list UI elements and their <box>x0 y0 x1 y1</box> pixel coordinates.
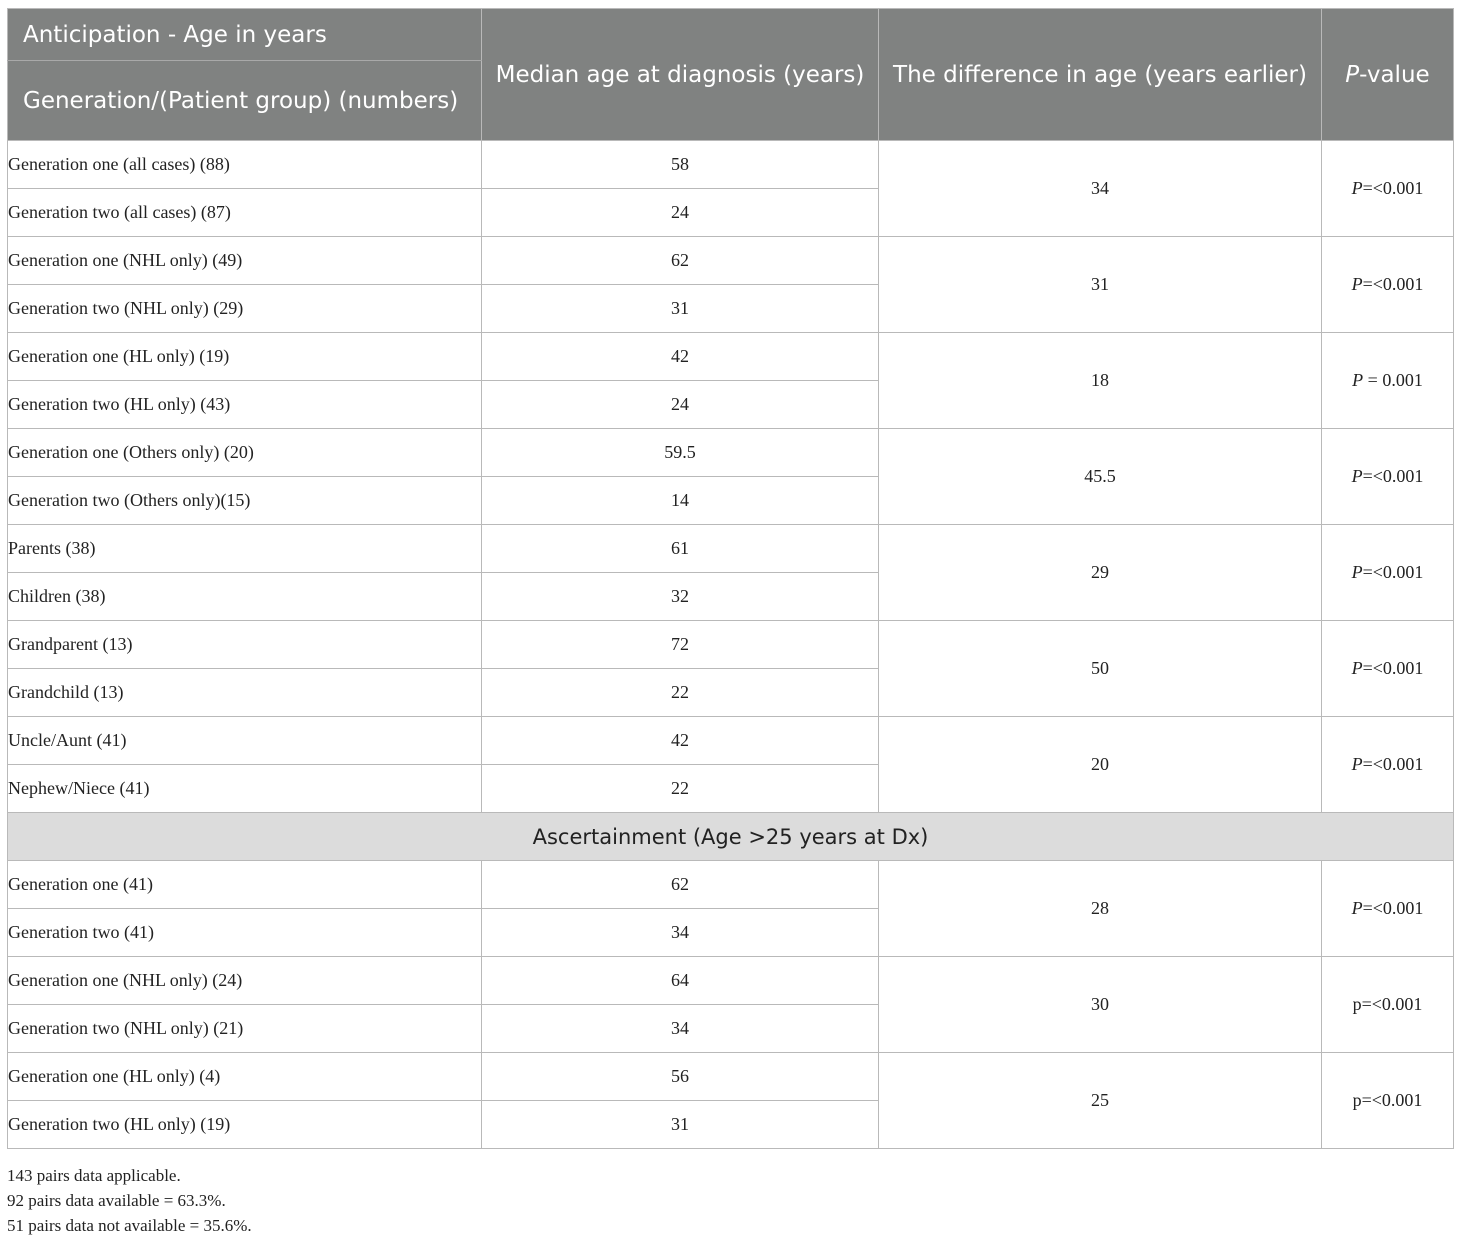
table-row <box>8 237 1454 285</box>
p-value-text: =<0.001 <box>1362 562 1424 582</box>
p-value-text: =<0.001 <box>1362 898 1424 918</box>
p-value-cell <box>1322 717 1454 813</box>
p-value-text: =<0.001 <box>1362 754 1424 774</box>
median-age-cell: 22 <box>482 669 879 717</box>
table-footnotes <box>7 1163 252 1238</box>
age-difference-cell: 30 <box>879 957 1322 1053</box>
group-label: Generation two (HL only) (19) <box>8 1101 482 1149</box>
ascertainment-body <box>8 861 1454 1149</box>
table-row <box>8 429 1454 477</box>
median-age-cell: 34 <box>482 909 879 957</box>
group-label: Generation two (NHL only) (29) <box>8 285 482 333</box>
p-value-cell <box>1322 861 1454 957</box>
group-label: Generation one (all cases) (88) <box>8 141 482 189</box>
group-label: Nephew/Niece (41) <box>8 765 482 813</box>
table-title: Anticipation - Age in years <box>8 9 482 61</box>
p-value-header <box>1322 9 1454 141</box>
age-difference-cell: 20 <box>879 717 1322 813</box>
p-value-cell <box>1322 237 1454 333</box>
p-value-text: =<0.001 <box>1362 658 1424 678</box>
table-row <box>8 621 1454 669</box>
group-label: Parents (38) <box>8 525 482 573</box>
median-age-cell: 61 <box>482 525 879 573</box>
group-label: Generation two (HL only) (43) <box>8 381 482 429</box>
median-age-cell: 58 <box>482 141 879 189</box>
median-age-cell: 62 <box>482 861 879 909</box>
median-age-cell: 22 <box>482 765 879 813</box>
group-label: Generation one (Others only) (20) <box>8 429 482 477</box>
table-row <box>8 333 1454 381</box>
median-age-cell: 62 <box>482 237 879 285</box>
median-age-cell: 31 <box>482 1101 879 1149</box>
footnote: 143 pairs data applicable. <box>7 1166 181 1185</box>
age-difference-cell: 50 <box>879 621 1322 717</box>
p-value-text: =<0.001 <box>1362 274 1424 294</box>
table-row <box>8 861 1454 909</box>
anticipation-body <box>8 141 1454 813</box>
p-value-prefix: P <box>1351 178 1363 198</box>
group-label: Generation one (HL only) (4) <box>8 1053 482 1101</box>
footnote: 92 pairs data available = 63.3%. <box>7 1191 226 1210</box>
table-row <box>8 525 1454 573</box>
age-difference-cell: 34 <box>879 141 1322 237</box>
results-table <box>7 8 1454 1149</box>
age-difference-cell: 29 <box>879 525 1322 621</box>
p-value-text: =<0.001 <box>1362 178 1424 198</box>
group-label: Generation two (Others only)(15) <box>8 477 482 525</box>
median-age-cell: 24 <box>482 189 879 237</box>
median-age-cell: 24 <box>482 381 879 429</box>
median-age-cell: 14 <box>482 477 879 525</box>
p-value-prefix: P <box>1351 466 1363 486</box>
group-label: Generation one (NHL only) (49) <box>8 237 482 285</box>
p-value-prefix: P <box>1351 754 1363 774</box>
group-label: Generation one (NHL only) (24) <box>8 957 482 1005</box>
group-column-header: Generation/(Patient group) (numbers) <box>8 61 482 141</box>
age-difference-cell: 18 <box>879 333 1322 429</box>
group-label: Grandchild (13) <box>8 669 482 717</box>
group-label: Generation one (HL only) (19) <box>8 333 482 381</box>
median-age-cell: 34 <box>482 1005 879 1053</box>
median-age-cell: 72 <box>482 621 879 669</box>
group-label: Generation one (41) <box>8 861 482 909</box>
p-value-cell <box>1322 1053 1454 1149</box>
group-label: Children (38) <box>8 573 482 621</box>
median-age-cell: 56 <box>482 1053 879 1101</box>
group-label: Generation two (41) <box>8 909 482 957</box>
p-value-text: = 0.001 <box>1363 370 1423 390</box>
table-row <box>8 717 1454 765</box>
table-row <box>8 957 1454 1005</box>
group-label: Grandparent (13) <box>8 621 482 669</box>
p-value-cell <box>1322 429 1454 525</box>
age-difference-header: The difference in age (years earlier) <box>879 9 1322 141</box>
median-age-cell: 64 <box>482 957 879 1005</box>
median-age-header: Median age at diagnosis (years) <box>482 9 879 141</box>
p-value-text: p=<0.001 <box>1352 1090 1423 1110</box>
p-value-text: =<0.001 <box>1362 466 1424 486</box>
table-row <box>8 1053 1454 1101</box>
p-value-prefix: P <box>1351 898 1363 918</box>
median-age-cell: 42 <box>482 333 879 381</box>
p-value-prefix: P <box>1351 562 1363 582</box>
footnote: 51 pairs data not available = 35.6%. <box>7 1216 252 1235</box>
p-value-cell <box>1322 957 1454 1053</box>
group-label: Uncle/Aunt (41) <box>8 717 482 765</box>
p-value-header-italic: P <box>1345 61 1360 88</box>
median-age-cell: 32 <box>482 573 879 621</box>
median-age-cell: 31 <box>482 285 879 333</box>
age-difference-cell: 25 <box>879 1053 1322 1149</box>
ascertainment-section-title: Ascertainment (Age >25 years at Dx) <box>8 813 1454 861</box>
median-age-cell: 42 <box>482 717 879 765</box>
group-label: Generation two (all cases) (87) <box>8 189 482 237</box>
p-value-cell <box>1322 141 1454 237</box>
median-age-cell: 59.5 <box>482 429 879 477</box>
p-value-cell <box>1322 333 1454 429</box>
p-value-cell <box>1322 621 1454 717</box>
age-difference-cell: 45.5 <box>879 429 1322 525</box>
p-value-header-rest: -value <box>1359 61 1430 88</box>
table-row <box>8 141 1454 189</box>
p-value-cell <box>1322 525 1454 621</box>
group-label: Generation two (NHL only) (21) <box>8 1005 482 1053</box>
p-value-prefix: P <box>1351 658 1363 678</box>
p-value-prefix: P <box>1352 370 1364 390</box>
age-difference-cell: 28 <box>879 861 1322 957</box>
p-value-text: p=<0.001 <box>1352 994 1423 1014</box>
p-value-prefix: P <box>1351 274 1363 294</box>
age-difference-cell: 31 <box>879 237 1322 333</box>
